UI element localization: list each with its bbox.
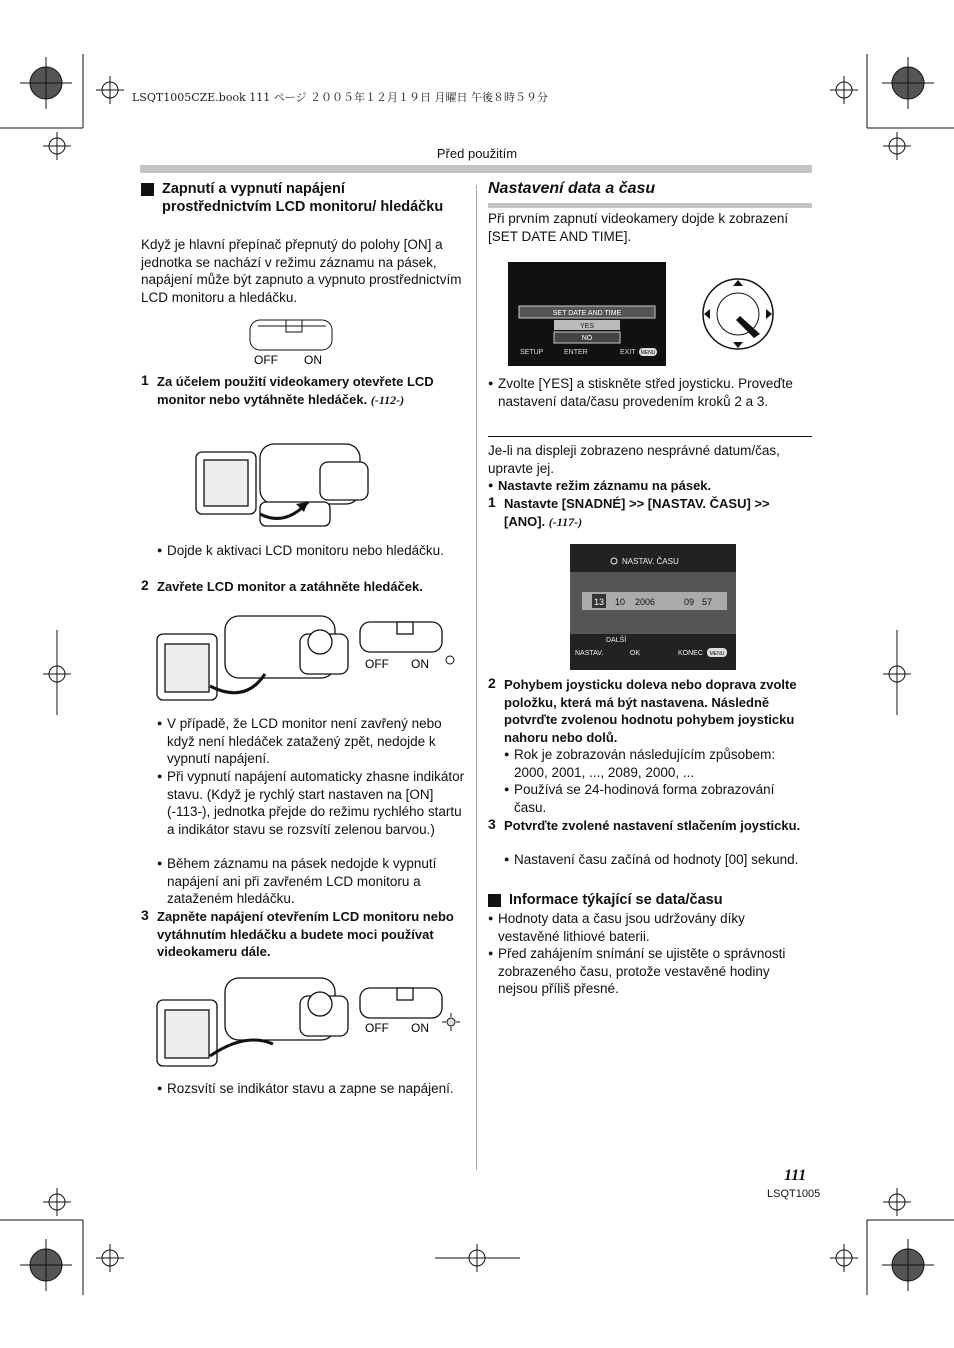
header-rule bbox=[140, 165, 812, 173]
camcorder-open-illustration bbox=[190, 432, 380, 532]
bullet-item: ● V případě, že LCD monitor není zavřený nebo když není hledáček zatažený zpět, nedojde k vypnutí napájení. bbox=[167, 715, 465, 768]
bullet-item: ● Používá se 24-hodinová forma zobrazování času. bbox=[514, 781, 808, 816]
section-marker-icon bbox=[141, 183, 154, 196]
intro-text: Při prvním zapnutí videokamery dojde k zobrazení [SET DATE AND TIME]. bbox=[488, 211, 789, 244]
step-text: Zavřete LCD monitor a zatáhněte hledáček. bbox=[157, 579, 423, 594]
joystick-icon bbox=[700, 276, 776, 352]
running-header: Před použitím bbox=[436, 146, 518, 161]
step-number: 3 bbox=[141, 907, 149, 923]
page-reference: (-117-) bbox=[548, 514, 583, 529]
switch-off-label: OFF bbox=[365, 1021, 389, 1035]
bullet-item: ● Nastavení času začíná od hodnoty [00] sekund. bbox=[514, 851, 808, 869]
page-reference: (-112-) bbox=[370, 392, 405, 407]
print-meta-line: LSQT1005CZE.book 111 ページ ２００５年１２月１９日 月曜日 午後８時５９分 bbox=[132, 91, 548, 104]
step-text: Pohybem joysticku doleva nebo doprava zvolte položku, která má být nastavena. Následně potvrďte zvolenou hodnotu pohybem joysticku nahoru nebo dolů. bbox=[504, 677, 797, 745]
bullet-item: ● Rok je zobrazován následujícím způsobem: 2000, 2001, ..., 2089, 2000, ... bbox=[514, 746, 808, 781]
lcd-minute: 57 bbox=[701, 597, 713, 607]
lcd-hour: 09 bbox=[683, 597, 695, 607]
section-body: Když je hlavní přepínač přepnutý do polohy [ON] a jednotka se nachází v režimu záznamu na pásek, napájení může být zapnuto a vypnuto prostřednictvím LCD monitoru a hledáčku. bbox=[141, 237, 462, 305]
divider bbox=[488, 436, 812, 437]
lcd-screen-time-set bbox=[570, 544, 736, 670]
lcd-menu-button: MENU bbox=[709, 651, 725, 657]
lcd-menu-button: MENU bbox=[640, 350, 656, 356]
lcd-no-option: NO bbox=[581, 335, 593, 342]
step-number: 1 bbox=[488, 494, 496, 510]
lcd-exit-label: EXIT bbox=[620, 349, 636, 356]
lcd-yes-option: YES bbox=[579, 323, 595, 330]
section-title: Zapnutí a vypnutí napájení prostřednictvím LCD monitoru/ hledáčku bbox=[162, 181, 444, 215]
power-switch-illustration bbox=[248, 316, 338, 368]
lcd-month: 10 bbox=[614, 597, 626, 607]
lcd-ok-label: OK bbox=[630, 650, 641, 657]
lcd-year: 2006 bbox=[634, 597, 656, 607]
heading-rule bbox=[488, 203, 812, 208]
section-title: Informace týkající se data/času bbox=[509, 892, 723, 908]
switch-on-label: ON bbox=[411, 1021, 429, 1035]
bullet-item: ● Před zahájením snímání se ujistěte o správnosti zobrazeného času, protože vestavěné hodiny nejsou příliš přesné. bbox=[498, 945, 810, 998]
step-text: Zapněte napájení otevřením LCD monitoru nebo vytáhnutím hledáčku a budete moci používat videokameru dále. bbox=[157, 909, 454, 959]
bullet-item: ● Zvolte [YES] a stiskněte střed joysticku. Proveďte nastavení data/času provedením kroků 2 a 3. bbox=[498, 375, 808, 410]
step-text: Potvrďte zvolené nastavení stlačením joysticku. bbox=[504, 818, 801, 833]
bullet-item: ● Při vypnutí napájení automaticky zhasne indikátor stavu. (Když je rychlý start nastaven na [ON] (-113-), jednotka přejde do režimu rychlého startu a indikátor stavu se rozsvítí zelenou barvou.) bbox=[167, 768, 465, 838]
switch-off-label: OFF bbox=[365, 657, 389, 671]
lcd-menu-title: SET DATE AND TIME bbox=[552, 310, 622, 317]
switch-on-label: ON bbox=[304, 353, 322, 367]
step-number: 3 bbox=[488, 816, 496, 832]
step-number: 2 bbox=[488, 675, 496, 691]
lcd-setup-label: SETUP bbox=[520, 349, 544, 356]
step-text: Nastavte [SNADNÉ] >> [NASTAV. ČASU] >> [ANO]. bbox=[504, 496, 770, 529]
bullet-item: ● Hodnoty data a času jsou udržovány díky vestavěné lithiové baterii. bbox=[498, 910, 810, 945]
bullet-item: ● Dojde k aktivaci LCD monitoru nebo hledáčku. bbox=[167, 542, 457, 560]
lcd-time-title: NASTAV. ČASU bbox=[622, 557, 679, 566]
lcd-enter-label: ENTER bbox=[564, 349, 588, 356]
lcd-screen-setup bbox=[508, 262, 666, 366]
section-heading: Nastavení data a času bbox=[488, 180, 656, 197]
switch-off-label: OFF bbox=[254, 353, 278, 367]
column-divider bbox=[476, 185, 477, 1170]
bullet-item: ● Během záznamu na pásek nedojde k vypnutí napájení ani při zavřeném LCD monitoru a zataženém hledáčku. bbox=[167, 855, 465, 908]
camcorder-open-again-illustration bbox=[155, 970, 465, 1075]
lcd-end-label: KONEC bbox=[678, 650, 703, 657]
bullet-item: ● Rozsvítí se indikátor stavu a zapne se napájení. bbox=[167, 1080, 457, 1098]
paragraph: Je-li na displeji zobrazeno nesprávné datum/čas, upravte jej. bbox=[488, 443, 780, 476]
step-number: 2 bbox=[141, 577, 149, 593]
step-number: 1 bbox=[141, 372, 149, 388]
lcd-set-label: NASTAV. bbox=[575, 650, 604, 657]
section-marker-icon bbox=[488, 894, 501, 907]
lcd-day: 13 bbox=[593, 597, 605, 607]
page-number: 111 bbox=[784, 1167, 807, 1184]
switch-on-label: ON bbox=[411, 657, 429, 671]
bullet-item: ● Nastavte režim záznamu na pásek. bbox=[498, 477, 808, 495]
document-code: LSQT1005 bbox=[767, 1188, 821, 1200]
lcd-next-label: DALŠÍ bbox=[606, 637, 627, 644]
camcorder-close-illustration bbox=[155, 604, 465, 709]
step-text: Za účelem použití videokamery otevřete LCD monitor nebo vytáhněte hledáček. bbox=[157, 374, 434, 407]
